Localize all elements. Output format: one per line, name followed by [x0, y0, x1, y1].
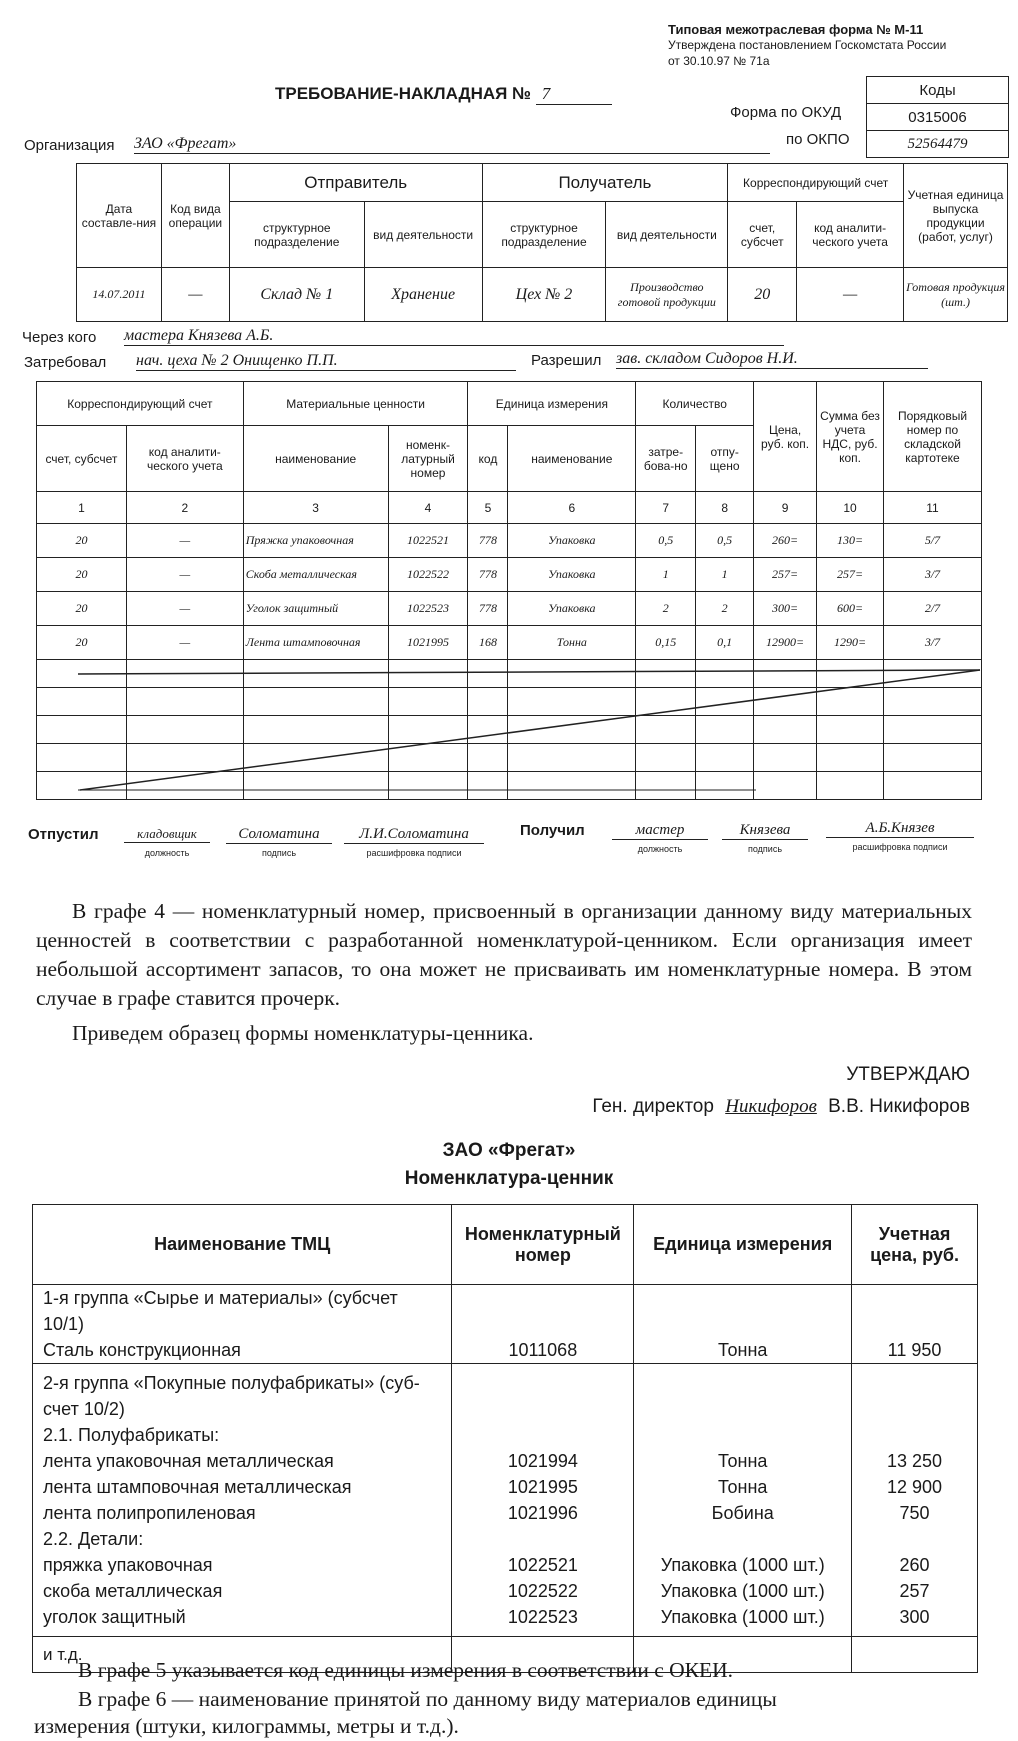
nom-th-price: Учетная цена, руб. [852, 1205, 978, 1285]
nom-item-name: лента упаковочная металлическая [43, 1451, 334, 1471]
cell-issued: 2 [696, 592, 754, 626]
nomenclature-table [32, 1204, 978, 1673]
cell-name: Скоба металлическая [243, 558, 388, 592]
approve-title: УТВЕРЖДАЮ [846, 1064, 970, 1085]
th-analytic: код аналити-ческого учета [797, 202, 904, 268]
th-code: код [468, 426, 508, 492]
th-receiver-struct: структурное подразделение [482, 202, 606, 268]
cell-analytic: — [126, 626, 243, 660]
nom-item-name: уголок защитный [43, 1607, 186, 1627]
released-label: Отпустил [28, 826, 99, 843]
nom-item-price: 11 950 [852, 1285, 978, 1364]
codes-header: Коды [867, 77, 1009, 104]
table-row [37, 626, 982, 660]
cell-issued: 0,1 [696, 626, 754, 660]
cell-nom: 1021995 [388, 626, 468, 660]
nom-item-unit: Упаковка (1000 шт.) [660, 1555, 825, 1575]
nom-item-unit: Тонна [717, 1477, 768, 1497]
received-name: А.Б.Князев [826, 820, 974, 838]
permitted-label: Разрешил [531, 352, 602, 369]
col-number: 10 [817, 492, 884, 524]
col-number: 4 [388, 492, 468, 524]
cell-name: Лента штамповочная [243, 626, 388, 660]
cell-account: 20 [728, 268, 797, 322]
nom-item-number: 1022521 [507, 1555, 578, 1575]
nom-item-name: лента полипропиленовая [43, 1503, 256, 1523]
cell-issued: 1 [696, 558, 754, 592]
caption-position: должность [144, 848, 190, 858]
cell-price: 12900= [754, 626, 817, 660]
nom-subgroup-title: 2.2. Детали: [43, 1529, 144, 1549]
cell-card: 3/7 [883, 558, 981, 592]
cell-code: 778 [468, 558, 508, 592]
form-type-title: Типовая межотраслевая форма № М-11 [668, 22, 924, 37]
form-header [668, 22, 946, 69]
cell-sum: 600= [817, 592, 884, 626]
organization-value: ЗАО «Фрегат» [134, 135, 770, 154]
cell-unit: Упаковка [508, 524, 636, 558]
col-number: 11 [883, 492, 981, 524]
doc-title-block [275, 84, 612, 105]
th-analytic: код аналити-ческого учета [126, 426, 243, 492]
th-issued: отпу-щено [696, 426, 754, 492]
paragraph-4a: В графе 6 — наименование принятой по данному виду материалов единицы [78, 1687, 777, 1711]
col-number: 2 [126, 492, 243, 524]
col-number: 3 [243, 492, 388, 524]
received-label: Получил [520, 822, 585, 839]
nom-item-number: 1022522 [507, 1581, 578, 1601]
permitted-value: зав. складом Сидоров Н.И. [616, 350, 928, 369]
cell-receiver-activity: Производство готовой продукции [606, 268, 728, 322]
form-approved-line1: Утверждена постановлением Госкомстата России [668, 38, 947, 52]
cell-nom: 1022521 [388, 524, 468, 558]
th-card-number: Порядковый номер по складской картотеке [883, 382, 981, 492]
organization-label: Организация [24, 137, 115, 154]
th-requested: затре-бова-но [636, 426, 696, 492]
nom-item-unit: Тонна [634, 1285, 852, 1364]
requested-label: Затребовал [24, 354, 107, 371]
cell-analytic: — [126, 592, 243, 626]
cell-account: 20 [37, 626, 127, 660]
th-quantity: Количество [636, 382, 754, 426]
requested-value: нач. цеха № 2 Онищенко П.П. [136, 352, 516, 371]
nom-item-unit: Тонна [717, 1451, 768, 1471]
cell-code: 778 [468, 592, 508, 626]
nom-item-unit: Упаковка (1000 шт.) [660, 1581, 825, 1601]
nom-item-number: 1021996 [507, 1503, 578, 1523]
table-row [37, 558, 982, 592]
cell-unit: Упаковка [508, 592, 636, 626]
th-unit: Учетная единица выпуска продукции (работ, услуг) [904, 164, 1008, 268]
cell-requested: 1 [636, 558, 696, 592]
nom-company: ЗАО «Фрегат» [442, 1140, 576, 1161]
nom-item-price: 300 [899, 1607, 930, 1627]
col-number: 7 [636, 492, 696, 524]
nom-group-title: 2-я группа «Покупные полуфабрикаты» (суб- [43, 1373, 420, 1393]
caption-decoding: расшифровка подписи [852, 842, 948, 852]
cell-requested: 0,15 [636, 626, 696, 660]
released-name: Л.И.Соломатина [344, 826, 484, 844]
nom-item-name: пряжка упаковочная [43, 1555, 213, 1575]
nom-group-2 [33, 1364, 978, 1637]
okud-label: Форма по ОКУД [730, 104, 842, 121]
paragraph-3: В графе 5 указывается код единицы измерения в соответствии с ОКЕИ. [78, 1658, 734, 1682]
cell-sender-struct: Склад № 1 [229, 268, 364, 322]
nom-item-name: скоба металлическая [43, 1581, 223, 1601]
nom-item-name: лента штамповочная металлическая [43, 1477, 352, 1497]
okpo-value: 52564479 [867, 131, 1009, 158]
th-date: Дата составле-ния [77, 164, 162, 268]
approve-line [540, 1096, 970, 1118]
cell-price: 300= [754, 592, 817, 626]
th-unit-measure: Единица измерения [468, 382, 636, 426]
col-number: 9 [754, 492, 817, 524]
approve-position: Ген. директор [592, 1096, 714, 1117]
cell-card: 5/7 [883, 524, 981, 558]
th-sender-struct: структурное подразделение [229, 202, 364, 268]
strike-lines [36, 660, 982, 800]
paragraph-2: Приведем образец формы номенклатуры-ценника. [72, 1021, 534, 1045]
cell-opcode: — [161, 268, 229, 322]
th-sender-activity: вид деятельности [364, 202, 482, 268]
cell-price: 260= [754, 524, 817, 558]
caption-signature: подпись [747, 844, 783, 854]
col-number: 8 [696, 492, 754, 524]
cell-sum: 130= [817, 524, 884, 558]
cell-requested: 0,5 [636, 524, 696, 558]
paragraph-4b: измерения (штуки, килограммы, метры и т.д.). [34, 1714, 459, 1738]
th-account: счет, субсчет [728, 202, 797, 268]
th-receiver: Получатель [482, 164, 728, 202]
table-row [37, 524, 982, 558]
th-corr-account: Корреспондирующий счет [728, 164, 904, 202]
nom-etc: и т.д. [33, 1637, 452, 1673]
nom-item-number: 1011068 [452, 1285, 634, 1364]
th-unit-name: наименование [508, 426, 636, 492]
released-signature: Соломатина [226, 826, 332, 844]
th-corr: Корреспондирующий счет [37, 382, 244, 426]
cell-name: Уголок защитный [243, 592, 388, 626]
nom-item-number: 1021995 [507, 1477, 578, 1497]
nom-subgroup-title: 2.1. Полуфабрикаты: [43, 1425, 220, 1445]
cell-card: 3/7 [883, 626, 981, 660]
col-number: 1 [37, 492, 127, 524]
cell-sum: 1290= [817, 626, 884, 660]
nom-th-unit: Единица измерения [634, 1205, 852, 1285]
cell-sum: 257= [817, 558, 884, 592]
caption-decoding: расшифровка подписи [366, 848, 462, 858]
cell-issued: 0,5 [696, 524, 754, 558]
nom-item-number: 1022523 [507, 1607, 578, 1627]
nom-item-number: 1021994 [507, 1451, 578, 1471]
nom-title: Номенклатура-ценник [404, 1168, 614, 1189]
nom-item-unit: Упаковка (1000 шт.) [660, 1607, 825, 1627]
cell-analytic: — [126, 558, 243, 592]
cell-account: 20 [37, 592, 127, 626]
released-position: кладовщик [124, 826, 210, 843]
table-row [37, 592, 982, 626]
form-approved-line2: от 30.10.97 № 71а [668, 54, 770, 68]
cell-card: 2/7 [883, 592, 981, 626]
th-receiver-activity: вид деятельности [606, 202, 728, 268]
doc-title: ТРЕБОВАНИЕ-НАКЛАДНАЯ № [275, 84, 532, 103]
th-opcode: Код вида операции [161, 164, 229, 268]
nom-item-price: 260 [899, 1555, 930, 1575]
th-sender: Отправитель [229, 164, 482, 202]
cell-date: 14.07.2011 [77, 268, 162, 322]
nom-item-price: 13 250 [887, 1451, 943, 1471]
th-nom-number: номенк-латурный номер [388, 426, 468, 492]
received-position: мастер [612, 822, 708, 840]
nom-group-1 [33, 1285, 978, 1364]
through-label: Через кого [22, 329, 97, 346]
doc-number: 7 [536, 84, 612, 105]
cell-requested: 2 [636, 592, 696, 626]
nom-group-title-cont: счет 10/2) [43, 1399, 125, 1419]
nom-item-price: 257 [899, 1581, 930, 1601]
header-table [76, 163, 1008, 322]
caption-position: должность [637, 844, 683, 854]
cell-code: 778 [468, 524, 508, 558]
th-account: счет, субсчет [37, 426, 127, 492]
cell-nom: 1022522 [388, 558, 468, 592]
cell-price: 257= [754, 558, 817, 592]
codes-table [866, 76, 1009, 158]
th-name: наименование [243, 426, 388, 492]
cell-unit: Упаковка [508, 558, 636, 592]
cell-analytic: — [126, 524, 243, 558]
nom-group-title: 1-я группа «Сырье и материалы» (субсчет 10/1) [43, 1288, 398, 1334]
nom-item-name: Сталь конструкционная [43, 1340, 241, 1360]
nom-th-number: Номенклатурный номер [452, 1205, 634, 1285]
cell-analytic: — [797, 268, 904, 322]
th-sum: Сумма без учета НДС, руб. коп. [817, 382, 884, 492]
approve-name: В.В. Никифоров [828, 1096, 970, 1117]
okud-value: 0315006 [867, 104, 1009, 131]
paragraph-1: В графе 4 — номенклатурный номер, присвоенный в организации данному виду материальных ценностей в соответствии с разработанной номенклатурой-ценником. Если организация имеет небольшой ассортимент запасов, то она может не присваивать им номенклатурные номера. В этом случае в графе ставится прочерк. [36, 899, 972, 1010]
col-number: 5 [468, 492, 508, 524]
through-value: мастера Князева А.Б. [124, 327, 784, 346]
col-number: 6 [508, 492, 636, 524]
cell-receiver-struct: Цех № 2 [482, 268, 606, 322]
cell-unit: Готовая продукция (шт.) [904, 268, 1008, 322]
cell-name: Пряжка упаковочная [243, 524, 388, 558]
cell-code: 168 [468, 626, 508, 660]
column-numbers-row [37, 492, 982, 524]
approve-signature: Никифоров [725, 1096, 817, 1117]
caption-signature: подпись [261, 848, 297, 858]
cell-nom: 1022523 [388, 592, 468, 626]
nom-th-name: Наименование ТМЦ [33, 1205, 452, 1285]
received-signature: Князева [722, 822, 808, 840]
nom-item-unit: Бобина [711, 1503, 774, 1523]
nom-item-price: 12 900 [887, 1477, 943, 1497]
th-material: Материальные ценности [243, 382, 468, 426]
th-price: Цена, руб. коп. [754, 382, 817, 492]
cell-account: 20 [37, 524, 127, 558]
nom-item-price: 750 [899, 1503, 930, 1523]
cell-account: 20 [37, 558, 127, 592]
cell-sender-activity: Хранение [364, 268, 482, 322]
cell-unit: Тонна [508, 626, 636, 660]
okpo-label: по ОКПО [786, 131, 850, 148]
